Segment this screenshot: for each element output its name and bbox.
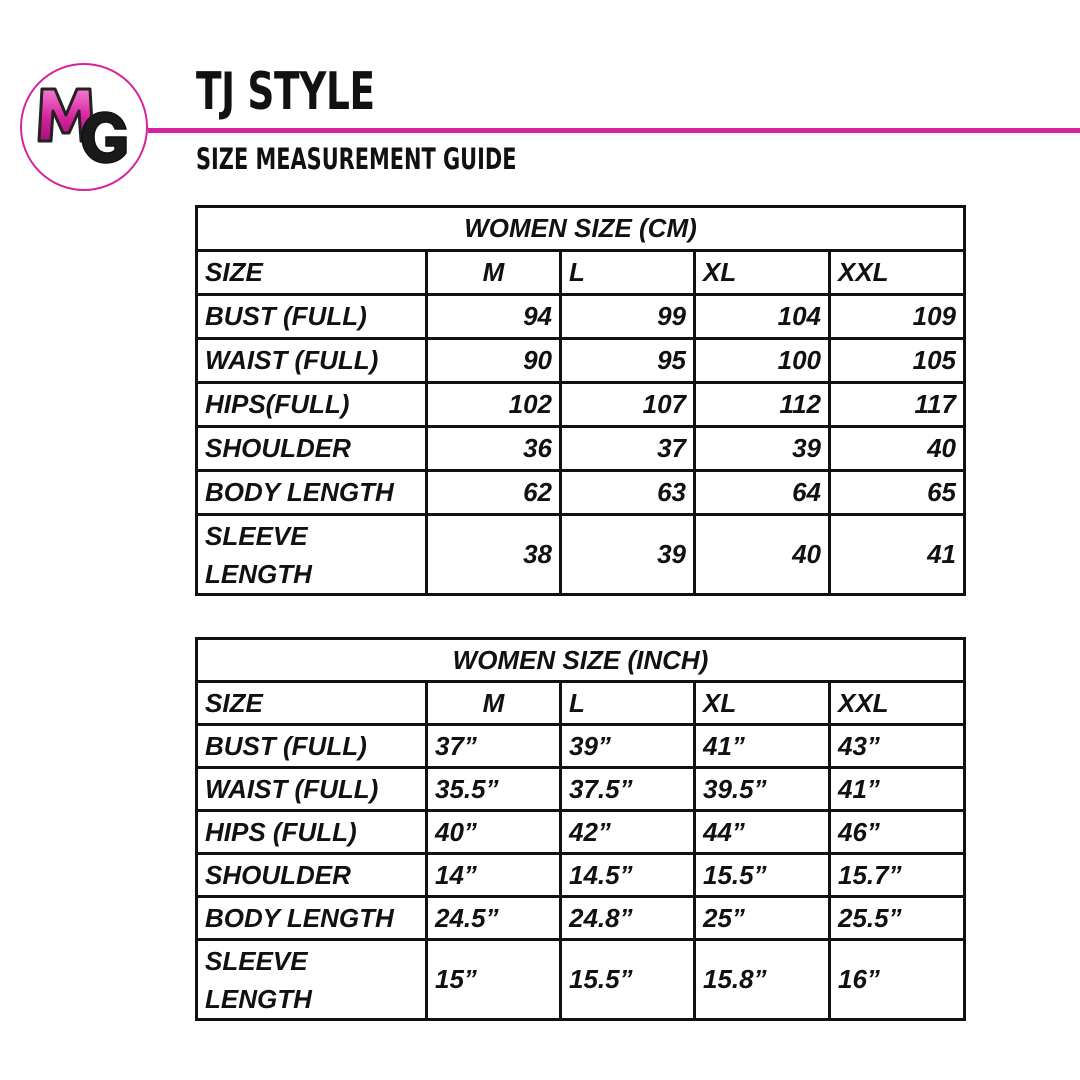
header-cell-l: L xyxy=(561,251,695,295)
table-header-row xyxy=(197,251,965,295)
table-cell: 99 xyxy=(561,295,695,339)
table-cell: 14.5” xyxy=(561,854,695,897)
header-cell-l: L xyxy=(561,682,695,725)
table-cell: 107 xyxy=(561,383,695,427)
table-cell: 46” xyxy=(830,811,965,854)
table-cell: 64 xyxy=(695,471,830,515)
size-table-cm xyxy=(195,205,966,596)
table-caption: WOMEN SIZE (INCH) xyxy=(197,639,965,682)
table-cell: 43” xyxy=(830,725,965,768)
table-cell: 35.5” xyxy=(427,768,561,811)
table-cell: 25” xyxy=(695,897,830,940)
table-cell: 102 xyxy=(427,383,561,427)
table-cell: 39.5” xyxy=(695,768,830,811)
table-cell: 100 xyxy=(695,339,830,383)
table-row xyxy=(197,725,965,768)
table-row xyxy=(197,897,965,940)
table-cell: 15.5” xyxy=(561,940,695,1020)
table-cell: 105 xyxy=(830,339,965,383)
table-cell: 40” xyxy=(427,811,561,854)
table-cell: 41” xyxy=(830,768,965,811)
table-row xyxy=(197,427,965,471)
table-cell: 62 xyxy=(427,471,561,515)
row-label: BUST (FULL) xyxy=(197,295,427,339)
table-row xyxy=(197,854,965,897)
header-cell-xxl: XXL xyxy=(830,251,965,295)
table-caption: WOMEN SIZE (CM) xyxy=(197,207,965,251)
table-cell: 42” xyxy=(561,811,695,854)
table-cell: 24.8” xyxy=(561,897,695,940)
table-row xyxy=(197,339,965,383)
header-cell-size: SIZE xyxy=(197,682,427,725)
size-table-inch xyxy=(195,637,966,1021)
table-cell: 41 xyxy=(830,515,965,595)
row-label: SLEEVE LENGTH xyxy=(197,515,427,595)
table-cell: 94 xyxy=(427,295,561,339)
table-row xyxy=(197,515,965,595)
table-cell: 15.5” xyxy=(695,854,830,897)
table-row xyxy=(197,383,965,427)
table-cell: 24.5” xyxy=(427,897,561,940)
table-caption-row xyxy=(197,207,965,251)
table-row xyxy=(197,940,965,1020)
brand-title: TJ STYLE xyxy=(196,62,375,122)
table-caption-row xyxy=(197,639,965,682)
row-label: WAIST (FULL) xyxy=(197,768,427,811)
table-cell: 90 xyxy=(427,339,561,383)
table-cell: 112 xyxy=(695,383,830,427)
header-rule xyxy=(148,128,1080,133)
table-cell: 65 xyxy=(830,471,965,515)
table-cell: 15” xyxy=(427,940,561,1020)
table-row xyxy=(197,768,965,811)
table-cell: 117 xyxy=(830,383,965,427)
row-label: BUST (FULL) xyxy=(197,725,427,768)
table-cell: 39” xyxy=(561,725,695,768)
header-cell-xl: XL xyxy=(695,682,830,725)
table-cell: 16” xyxy=(830,940,965,1020)
table-cell: 95 xyxy=(561,339,695,383)
row-label: SHOULDER xyxy=(197,854,427,897)
row-label: HIPS (FULL) xyxy=(197,811,427,854)
mg-logo xyxy=(20,63,148,191)
table-cell: 25.5” xyxy=(830,897,965,940)
table-cell: 39 xyxy=(561,515,695,595)
table-cell: 37” xyxy=(427,725,561,768)
row-label: SLEEVE LENGTH xyxy=(197,940,427,1020)
table-row xyxy=(197,471,965,515)
table-cell: 37.5” xyxy=(561,768,695,811)
table-cell: 63 xyxy=(561,471,695,515)
table-cell: 37 xyxy=(561,427,695,471)
table-row xyxy=(197,295,965,339)
table-cell: 44” xyxy=(695,811,830,854)
table-row xyxy=(197,811,965,854)
mg-logo-mark xyxy=(22,65,146,189)
page-subtitle: SIZE MEASUREMENT GUIDE xyxy=(196,142,517,176)
table-cell: 41” xyxy=(695,725,830,768)
table-header-row xyxy=(197,682,965,725)
table-cell: 15.7” xyxy=(830,854,965,897)
header-cell-m: M xyxy=(427,682,561,725)
row-label: SHOULDER xyxy=(197,427,427,471)
row-label: WAIST (FULL) xyxy=(197,339,427,383)
table-cell: 40 xyxy=(830,427,965,471)
table-cell: 40 xyxy=(695,515,830,595)
row-label: HIPS(FULL) xyxy=(197,383,427,427)
table-cell: 14” xyxy=(427,854,561,897)
header-cell-m: M xyxy=(427,251,561,295)
table-cell: 109 xyxy=(830,295,965,339)
table-cell: 15.8” xyxy=(695,940,830,1020)
table-cell: 104 xyxy=(695,295,830,339)
table-cell: 38 xyxy=(427,515,561,595)
table-cell: 36 xyxy=(427,427,561,471)
row-label: BODY LENGTH xyxy=(197,897,427,940)
header-cell-xxl: XXL xyxy=(830,682,965,725)
table-cell: 39 xyxy=(695,427,830,471)
row-label: BODY LENGTH xyxy=(197,471,427,515)
header-cell-xl: XL xyxy=(695,251,830,295)
header-cell-size: SIZE xyxy=(197,251,427,295)
